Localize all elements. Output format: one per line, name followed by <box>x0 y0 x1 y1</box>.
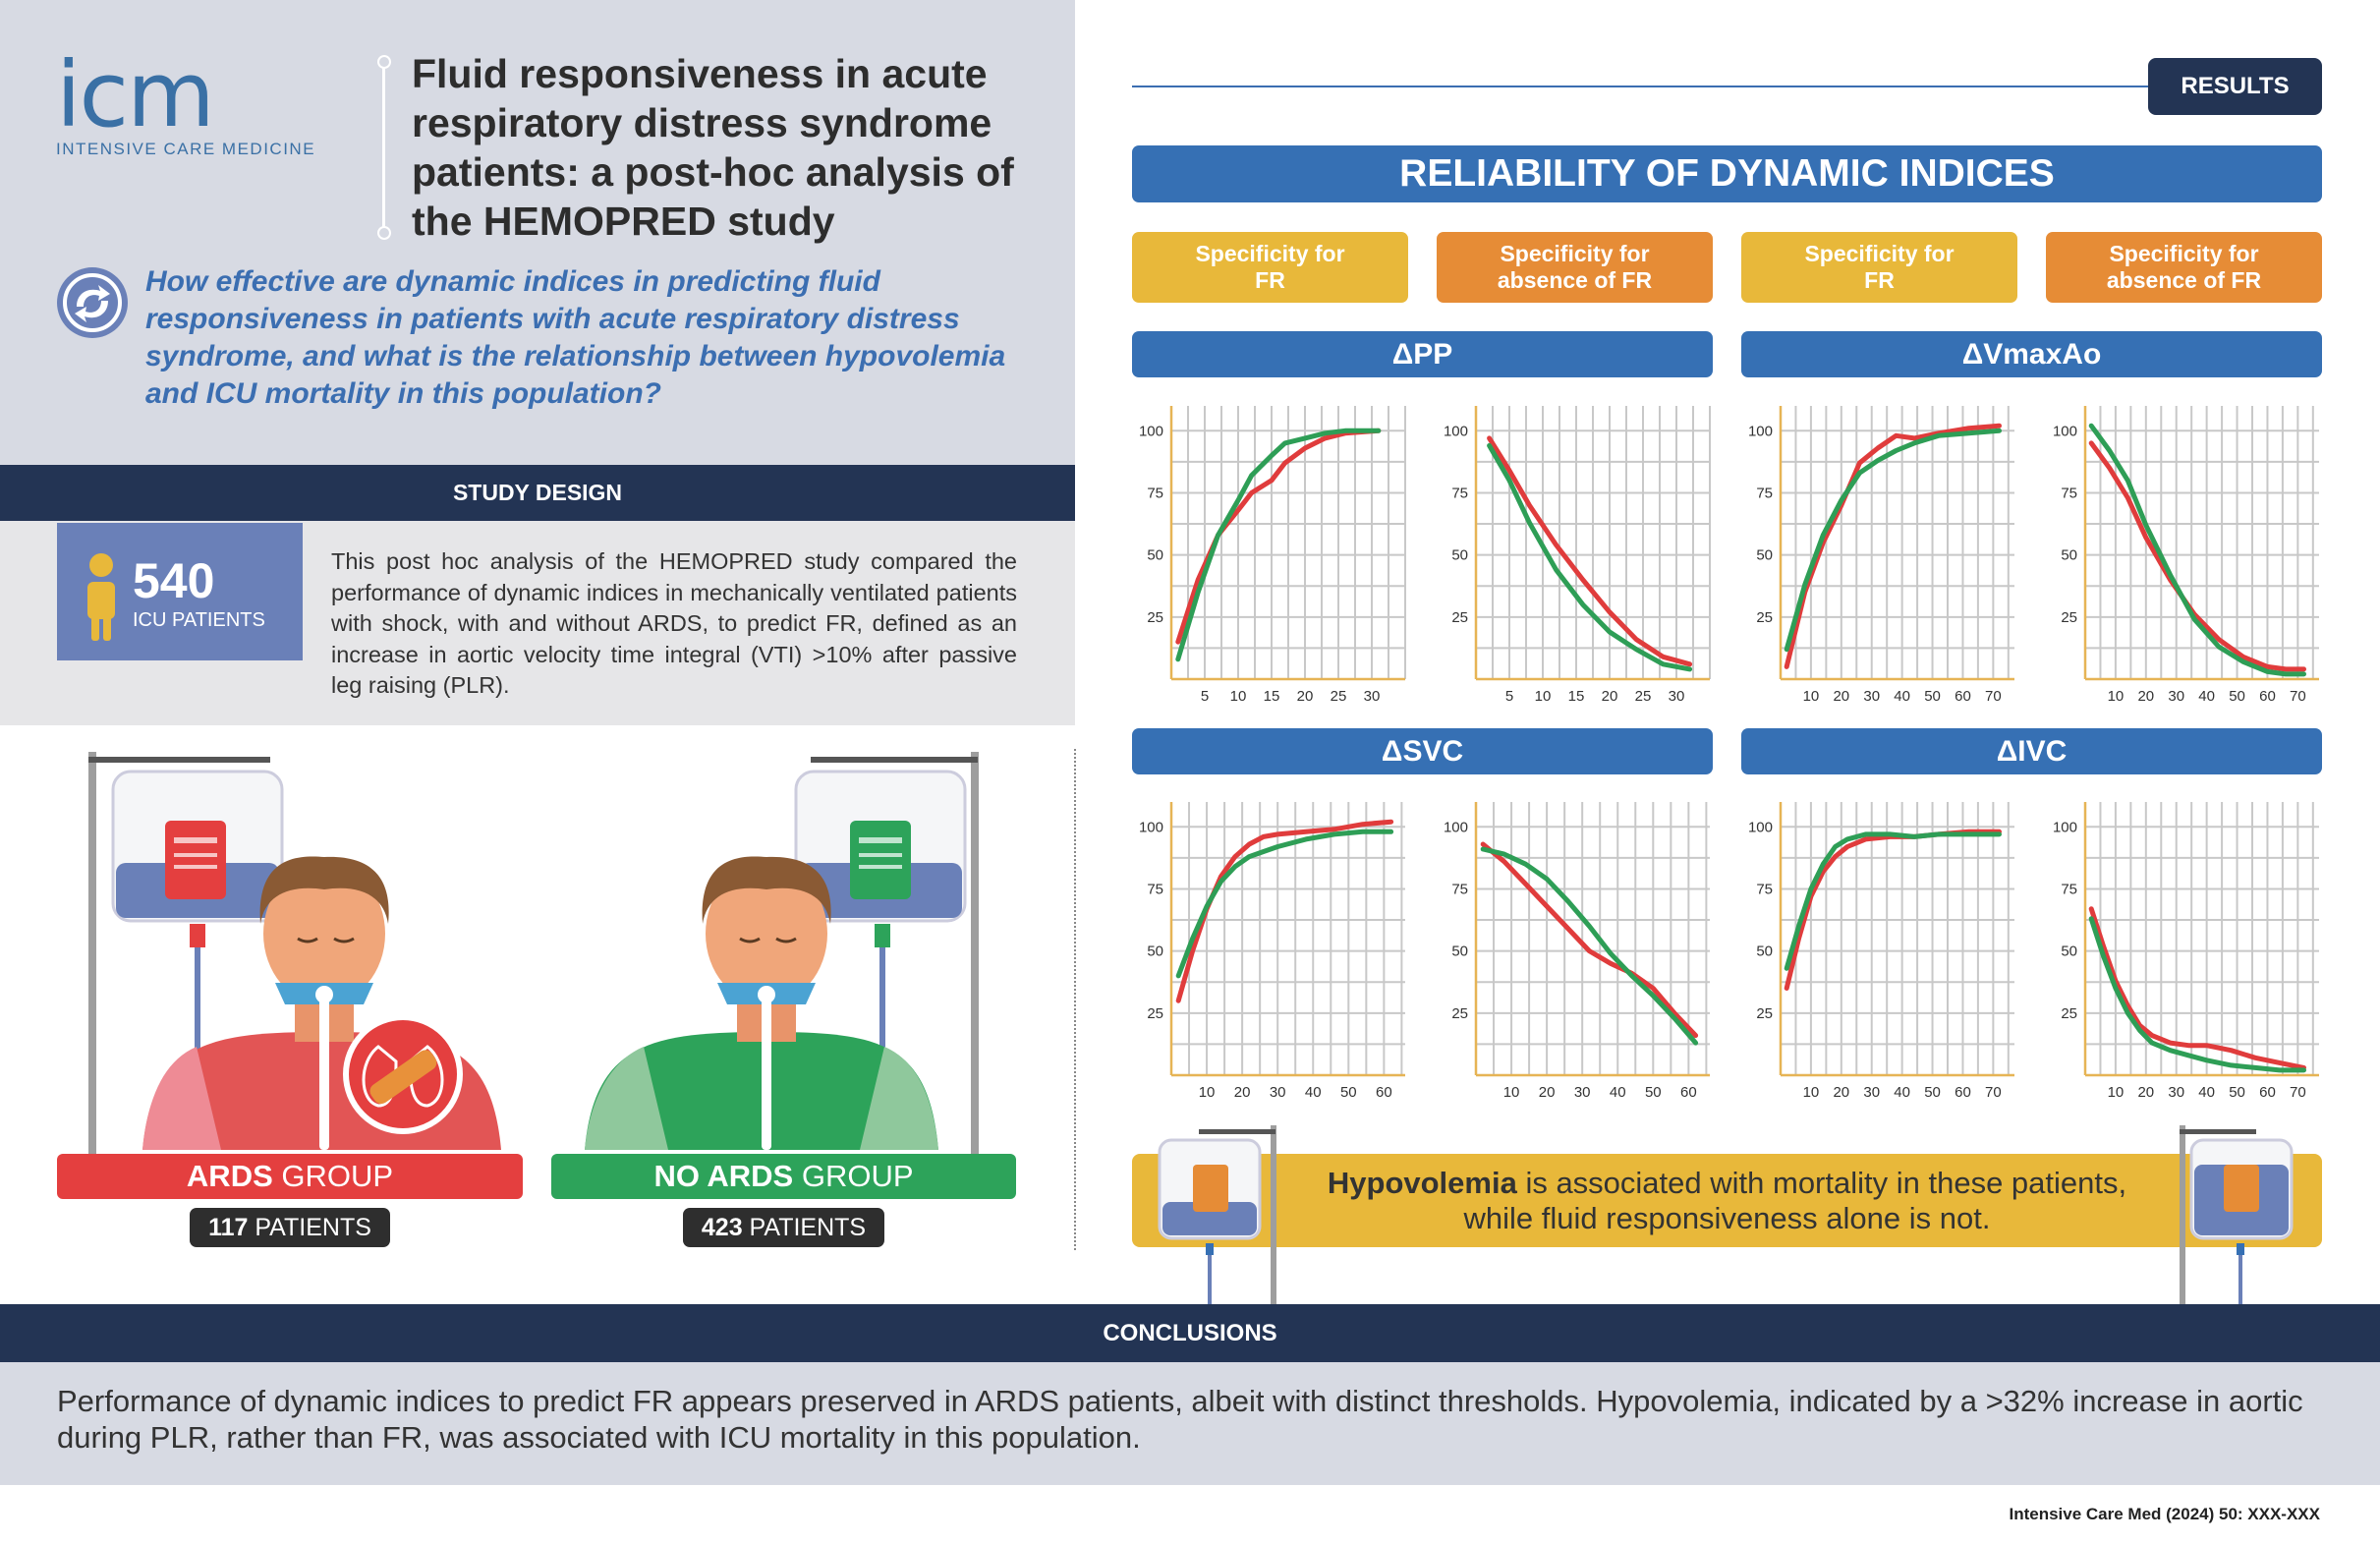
no-ards-group-name: NO ARDS <box>653 1159 794 1193</box>
patients-label: ICU PATIENTS <box>133 609 265 631</box>
chart-ivc-fr <box>1739 799 2034 1104</box>
series-line-green <box>2091 426 2303 674</box>
x-tick-label: 20 <box>2137 688 2155 705</box>
y-tick-label: 75 <box>1147 485 1163 502</box>
chart-vmaxao-absence <box>2044 403 2339 708</box>
section-divider <box>1074 749 1076 1250</box>
x-tick-label: 50 <box>1924 688 1941 705</box>
x-tick-label: 10 <box>1802 688 1820 705</box>
y-tick-label: 25 <box>1756 608 1773 626</box>
spec-line1: Specificity for <box>1500 241 1650 266</box>
chart-svc-absence <box>1435 799 1729 1104</box>
no-ards-count-pill <box>683 1208 884 1247</box>
ards-group-label <box>57 1154 523 1199</box>
ards-group-name: ARDS <box>186 1159 273 1193</box>
x-tick-label: 30 <box>1363 688 1381 705</box>
x-tick-label: 40 <box>1609 1084 1626 1101</box>
spec-line2: absence of FR <box>2106 267 2262 293</box>
x-tick-label: 40 <box>2198 1084 2215 1101</box>
x-tick-label: 50 <box>2229 1084 2245 1101</box>
x-tick-label: 50 <box>2229 688 2245 705</box>
patients-illustration <box>54 747 1076 1160</box>
x-tick-label: 60 <box>2259 1084 2276 1101</box>
y-tick-label: 100 <box>1138 819 1163 836</box>
x-tick-label: 50 <box>1924 1084 1941 1101</box>
hypovolemia-line2: while fluid responsiveness alone is not. <box>1463 1201 1991 1235</box>
y-tick-label: 50 <box>1756 546 1773 564</box>
conclusions-heading: CONCLUSIONS <box>0 1304 2380 1362</box>
x-tick-label: 30 <box>1573 1084 1591 1101</box>
x-tick-label: 60 <box>1376 1084 1392 1101</box>
x-tick-label: 25 <box>1330 688 1347 705</box>
reliability-heading: RELIABILITY OF DYNAMIC INDICES <box>1132 145 2322 202</box>
x-tick-label: 30 <box>2168 688 2185 705</box>
x-tick-label: 70 <box>2290 688 2306 705</box>
study-design-heading: STUDY DESIGN <box>0 465 1075 521</box>
x-tick-label: 30 <box>2168 1084 2185 1101</box>
title-divider <box>382 61 385 234</box>
spec-line2: FR <box>1864 267 1895 293</box>
question-icon <box>57 267 128 338</box>
spec-line2: absence of FR <box>1497 267 1653 293</box>
x-tick-label: 25 <box>1634 688 1652 705</box>
x-tick-label: 40 <box>1894 688 1910 705</box>
x-tick-label: 30 <box>1668 688 1685 705</box>
person-icon <box>85 552 118 643</box>
hypovolemia-text <box>1228 1166 2226 1236</box>
no-ards-count: 423 <box>701 1214 743 1241</box>
spec-line2: FR <box>1255 267 1285 293</box>
x-tick-label: 60 <box>2259 688 2276 705</box>
logo-subtitle: INTENSIVE CARE MEDICINE <box>56 140 316 158</box>
results-tag: RESULTS <box>2148 58 2322 115</box>
header-panel <box>0 0 1075 465</box>
y-tick-label: 50 <box>1756 943 1773 960</box>
y-tick-label: 100 <box>2052 423 2077 440</box>
x-tick-label: 20 <box>1833 688 1850 705</box>
x-tick-label: 10 <box>1802 1084 1820 1101</box>
y-tick-label: 25 <box>1451 608 1468 626</box>
y-tick-label: 75 <box>2061 485 2077 502</box>
results-line <box>1132 86 2154 87</box>
conclusions-text: Performance of dynamic indices to predict FR appears preserved in ARDS patients, albeit with distinct thresholds. Hypovolemia, indicated by a >32% increase in aortic during PLR, rather than FR, was associated with ICU mortality in this population. <box>57 1384 2303 1455</box>
y-tick-label: 100 <box>1443 819 1468 836</box>
lung-badge-icon <box>346 1017 460 1131</box>
patients-box <box>57 523 303 660</box>
series-line-red <box>1786 831 1999 988</box>
index-title-vmaxao: ΔVmaxAo <box>1741 331 2322 377</box>
x-tick-label: 20 <box>1538 1084 1556 1101</box>
x-tick-label: 60 <box>1955 1084 1971 1101</box>
x-tick-label: 40 <box>1304 1084 1322 1101</box>
y-tick-label: 25 <box>2061 608 2077 626</box>
y-tick-label: 25 <box>2061 1004 2077 1022</box>
index-title-ivc: ΔIVC <box>1741 728 2322 774</box>
hypovolemia-line1-rest: is associated with mortality in these patients, <box>1516 1166 2127 1200</box>
no-ards-count-suffix: PATIENTS <box>742 1214 867 1241</box>
x-tick-label: 70 <box>1985 688 2002 705</box>
x-tick-label: 20 <box>1296 688 1314 705</box>
x-tick-label: 5 <box>1200 688 1210 705</box>
index-title-pp: ΔPP <box>1132 331 1713 377</box>
x-tick-label: 20 <box>2137 1084 2155 1101</box>
x-tick-label: 10 <box>2107 1084 2125 1101</box>
no-ards-group-label <box>551 1154 1016 1199</box>
spec-absence-label-2 <box>2046 232 2322 303</box>
x-tick-label: 10 <box>1534 688 1552 705</box>
ards-group-suffix: GROUP <box>272 1159 394 1193</box>
icm-logo <box>56 42 361 159</box>
chart-ivc-absence <box>2044 799 2339 1104</box>
series-line-green <box>1178 430 1379 659</box>
y-tick-label: 75 <box>1451 485 1468 502</box>
x-tick-label: 10 <box>2107 688 2125 705</box>
y-tick-label: 25 <box>1147 608 1163 626</box>
y-tick-label: 75 <box>1756 881 1773 898</box>
y-tick-label: 75 <box>1147 881 1163 898</box>
series-line-green <box>1786 834 1999 968</box>
spec-absence-label-1 <box>1437 232 1713 303</box>
x-tick-label: 70 <box>2290 1084 2306 1101</box>
index-title-svc: ΔSVC <box>1132 728 1713 774</box>
x-tick-label: 10 <box>1502 1084 1520 1101</box>
patients-count: 540 <box>133 553 215 608</box>
chart-pp-absence <box>1435 403 1729 708</box>
y-tick-label: 75 <box>1451 881 1468 898</box>
y-tick-label: 75 <box>2061 881 2077 898</box>
x-tick-label: 30 <box>1863 688 1881 705</box>
y-tick-label: 50 <box>1451 546 1468 564</box>
research-question: How effective are dynamic indices in predicting fluid responsiveness in patients with acute respiratory distress syndrome, and what is the relationship between hypovolemia and ICU mortality in this population? <box>145 265 1006 410</box>
page-title: Fluid responsiveness in acute respiratory distress syndrome patients: a post-hoc analysis of the HEMOPRED study <box>412 51 1014 244</box>
x-tick-label: 30 <box>1863 1084 1881 1101</box>
x-tick-label: 10 <box>1229 688 1247 705</box>
y-tick-label: 25 <box>1451 1004 1468 1022</box>
x-tick-label: 5 <box>1504 688 1514 705</box>
y-tick-label: 25 <box>1147 1004 1163 1022</box>
ards-count-pill <box>190 1208 390 1247</box>
x-tick-label: 30 <box>1269 1084 1286 1101</box>
hypovolemia-bold: Hypovolemia <box>1327 1166 1517 1200</box>
series-line-red <box>1178 822 1390 1001</box>
spec-line1: Specificity for <box>2109 241 2259 266</box>
ards-count: 117 <box>208 1214 249 1241</box>
x-tick-label: 20 <box>1833 1084 1850 1101</box>
series-line-green <box>1178 831 1390 976</box>
y-tick-label: 100 <box>2052 819 2077 836</box>
x-tick-label: 60 <box>1955 688 1971 705</box>
no-ards-group-suffix: GROUP <box>793 1159 914 1193</box>
y-tick-label: 100 <box>1747 819 1773 836</box>
y-tick-label: 100 <box>1747 423 1773 440</box>
y-tick-label: 25 <box>1756 1004 1773 1022</box>
y-tick-label: 100 <box>1443 423 1468 440</box>
x-tick-label: 40 <box>2198 688 2215 705</box>
x-tick-label: 60 <box>1680 1084 1697 1101</box>
x-tick-label: 50 <box>1339 1084 1357 1101</box>
chart-pp-fr <box>1130 403 1425 708</box>
spec-line1: Specificity for <box>1195 241 1345 266</box>
x-tick-label: 20 <box>1601 688 1618 705</box>
x-tick-label: 50 <box>1644 1084 1662 1101</box>
y-tick-label: 50 <box>1147 943 1163 960</box>
y-tick-label: 100 <box>1138 423 1163 440</box>
ards-count-suffix: PATIENTS <box>248 1214 371 1241</box>
x-tick-label: 10 <box>1198 1084 1216 1101</box>
x-tick-label: 20 <box>1233 1084 1251 1101</box>
y-tick-label: 50 <box>2061 943 2077 960</box>
chart-vmaxao-fr <box>1739 403 2034 708</box>
logo-mark: icm <box>56 42 213 147</box>
study-design-text: This post hoc analysis of the HEMOPRED study compared the performance of dynamic indices in mechanically ventilated patients with shock, with and without ARDS, to predict FR, defined as an increase in aortic velocity time integral (VTI) >10% after passive leg raising (PLR). <box>331 548 1017 698</box>
chart-svc-fr <box>1130 799 1425 1104</box>
y-tick-label: 50 <box>1451 943 1468 960</box>
y-tick-label: 75 <box>1756 485 1773 502</box>
x-tick-label: 40 <box>1894 1084 1910 1101</box>
x-tick-label: 15 <box>1263 688 1280 705</box>
hypovolemia-line1 <box>1228 1166 2226 1201</box>
spec-fr-label-2 <box>1741 232 2017 303</box>
y-tick-label: 50 <box>1147 546 1163 564</box>
spec-line1: Specificity for <box>1804 241 1955 266</box>
spec-fr-label-1 <box>1132 232 1408 303</box>
x-tick-label: 15 <box>1567 688 1585 705</box>
y-tick-label: 50 <box>2061 546 2077 564</box>
citation: Intensive Care Med (2024) 50: XXX-XXX <box>2009 1505 2320 1523</box>
x-tick-label: 70 <box>1985 1084 2002 1101</box>
